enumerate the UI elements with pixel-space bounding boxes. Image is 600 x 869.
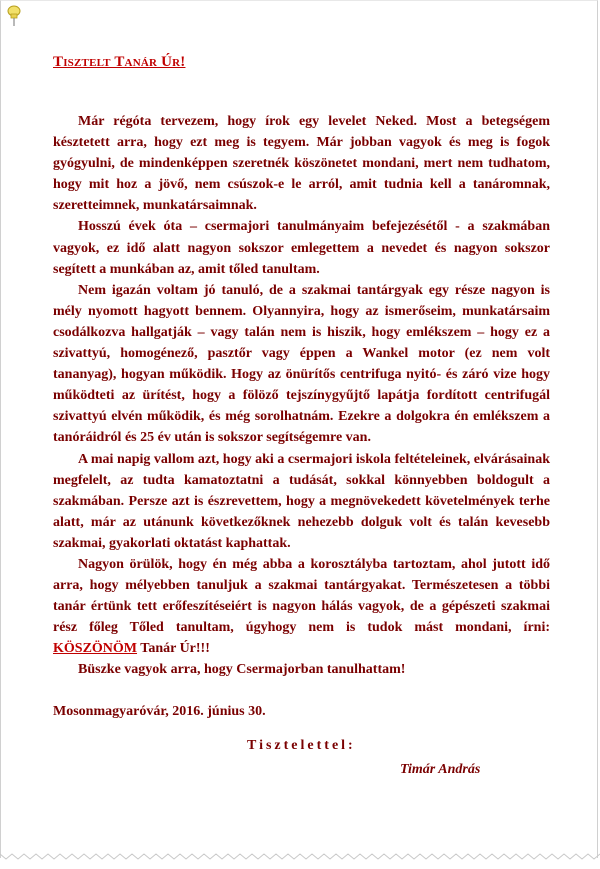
paragraph-1: Már régóta tervezem, hogy írok egy levelet Neked. Most a betegségem késztetett arra, hogy ezt meg is tegyem. Már jobban vagyok és meg is fogok gyógyulni, de mindenképpen szeretnék köszönetet mondani, mert nem tudhatom, hogy mit hoz a jövő, nem csúszok-e le arról, amit tudnia kell a tanáromnak, szeretteimnek, munkatársaimnak. xyxy=(53,114,550,214)
letter-body xyxy=(53,111,550,681)
letter-closing: Tisztelettel: xyxy=(247,738,356,753)
paragraph-5-text: Nagyon örülök, hogy én még abba a korosztályba tartoztam, ahol jutott idő arra, hogy mélyebben tanuljuk a szakmai tantárgyakat. Természetesen a többi tanár értünk tett erőfeszítéseiért is nagyon hálás vagyok, de a gépészeti szakmai rész főleg Tőled tanultam, úgyhogy nem is tudok mást mondani, írni: xyxy=(53,556,550,636)
paragraph-5-ending: Tanár Úr!!! xyxy=(137,641,210,657)
thanks-keyword: KÖSZÖNÖM xyxy=(53,641,138,657)
paragraph-4: A mai napig vallom azt, hogy aki a csermajori iskola feltételeinek, elvárásainak megfelelt, az tudta kamatoztatni a tudását, sokkal könnyebben boldogult a szakmában. Persze azt is észrevettem, hogy a megnövekedett követelmények terhe alatt, már az utánunk következőknek nehezebb dolguk volt és talán kevesebb szakmai, gyakorlati oktatást kaphattak. xyxy=(53,451,550,551)
torn-edge xyxy=(0,850,600,869)
paragraph-5 xyxy=(53,554,550,659)
letter-signature: Timár András xyxy=(400,762,481,777)
paragraph-6: Büszke vagyok arra, hogy Csermajorban tanulhattam! xyxy=(78,662,406,678)
pushpin-icon xyxy=(6,5,22,27)
paragraph-3: Nem igazán voltam jó tanuló, de a szakmai tantárgyak egy része nagyon is mély nyomott hagyott bennem. Olyannyira, hogy az ismerőseim, munkatársaim csodálkozva hallgatják – vagy talán nem is hiszik, hogy emlékszem – hogy ez a szivattyú, homogénező, pasztőr vagy éppen a Wankel motor (ez nem volt tananyag), hogyan működik. Hogy az önürítős centrifuga nyitó- és záró vize hogy működteti az ürítést, hogy a fölöző tejszínygyűjtő lapátja fordított centrifugál szivattyú elvén működik, és még sorolhatnám. Ezekre a dolgokra én emlékszem a tanóráidról és 25 év után is sokszor segítségemre van. xyxy=(53,282,550,446)
letter-title: Tisztelt Tanár Úr! xyxy=(53,54,186,70)
letter-date: Mosonmagyaróvár, 2016. június 30. xyxy=(53,704,266,719)
paragraph-2: Hosszú évek óta – csermajori tanulmányaim befejezésétől - a szakmában vagyok, ez idő alatt nagyon sokszor emlegettem a nevedet és nagyon sokszor segített a munkában az, amit tőled tanultam. xyxy=(53,219,550,277)
